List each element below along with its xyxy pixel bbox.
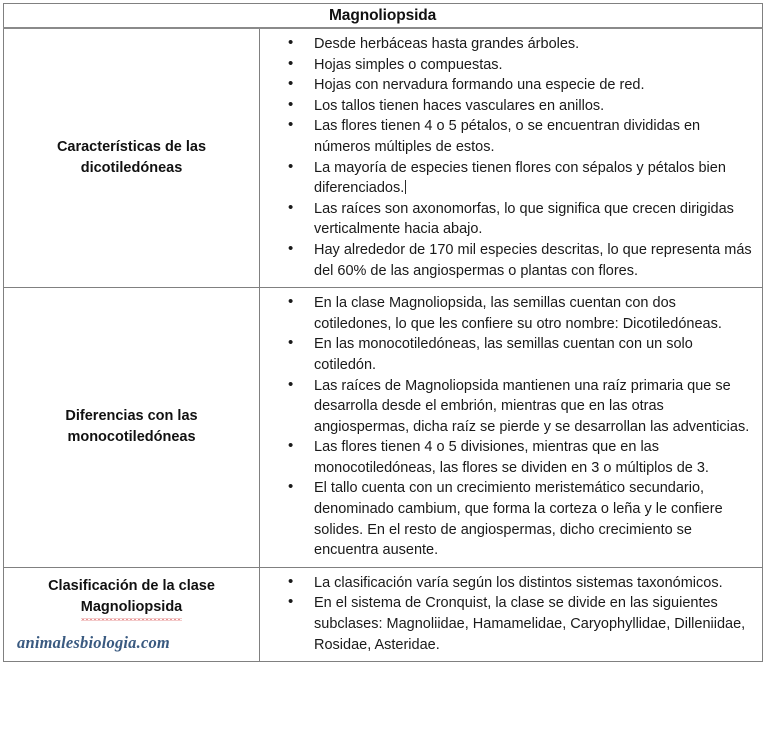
site-watermark: animalesbiologia.com (17, 633, 170, 653)
row-label-line-2: monocotiledóneas (67, 429, 196, 446)
row-label-clasificacion (4, 567, 260, 661)
row-label-line-1: Características de las (56, 139, 207, 156)
row-content-caracteristicas (260, 28, 763, 288)
list-item: • En el sistema de Cronquist, la clase se divide en las siguientes subclases: Magnoliidae, Hamamelidae, Caryophyllidae, Dilleniidae, Rosidae, Asteridae. (274, 593, 752, 655)
list-item: • Las raíces son axonomorfas, lo que significa que crecen dirigidas verticalmente hacia abajo. (274, 199, 752, 240)
list-item: • Las flores tienen 4 o 5 divisiones, mientras que en las monocotiledóneas, las flores se dividen en 3 o múltiplos de 3. (274, 437, 752, 478)
list-item-text: La mayoría de especies tienen flores con sépalos y pétalos bien diferenciados. (314, 159, 726, 197)
list-item: • En las monocotiledóneas, las semillas cuentan con un solo cotiledón. (274, 334, 752, 375)
row-label-diferencias (4, 288, 260, 568)
table-row (4, 288, 763, 568)
bullet-list (274, 34, 752, 281)
list-item (274, 158, 752, 199)
list-item: • Hay alrededor de 170 mil especies descritas, lo que representa más del 60% de las angiospermas o plantas con flores. (274, 240, 752, 281)
row-label-caracteristicas (4, 28, 260, 288)
list-item: • Las raíces de Magnoliopsida mantienen una raíz primaria que se desarrolla desde el embrión, mientras que en las otras angiospermas, dicha raíz se pierde y se desarrollan las adventicias. (274, 376, 752, 438)
row-label-line-1: Diferencias con las (65, 408, 198, 425)
row-label-line-2: dicotiledóneas (80, 160, 183, 177)
list-item: • El tallo cuenta con un crecimiento meristemático secundario, denominado cambium, que forma la corteza o leña y le confiere solides. En el resto de angiospermas, dicho crecimiento se encuentra ausente. (274, 478, 752, 560)
row-label-line-2 (22, 597, 241, 621)
bullet-list (274, 573, 752, 655)
misspelled-word: Magnoliopsida (81, 597, 183, 621)
list-item: • Hojas simples o compuestas. (274, 55, 752, 76)
list-item: • Desde herbáceas hasta grandes árboles. (274, 34, 752, 55)
text-cursor (405, 180, 406, 194)
row-label-line-1: Clasificación de la clase (48, 577, 215, 594)
list-item: • Las flores tienen 4 o 5 pétalos, o se encuentran divididas en números múltiples de estos. (274, 116, 752, 157)
row-content-diferencias (260, 288, 763, 568)
table-row (4, 28, 763, 288)
magnoliopsida-table (3, 3, 763, 662)
list-item: • Los tallos tienen haces vasculares en anillos. (274, 96, 752, 117)
table-row (4, 567, 763, 661)
list-item: • Hojas con nervadura formando una especie de red. (274, 75, 752, 96)
list-item: • En la clase Magnoliopsida, las semillas cuentan con dos cotiledones, lo que les confiere su otro nombre: Dicotiledóneas. (274, 293, 752, 334)
bullet-list (274, 293, 752, 561)
table-title: Magnoliopsida (4, 4, 763, 29)
table-header-row (4, 4, 763, 29)
list-item: • La clasificación varía según los distintos sistemas taxonómicos. (274, 573, 752, 594)
row-content-clasificacion (260, 567, 763, 661)
